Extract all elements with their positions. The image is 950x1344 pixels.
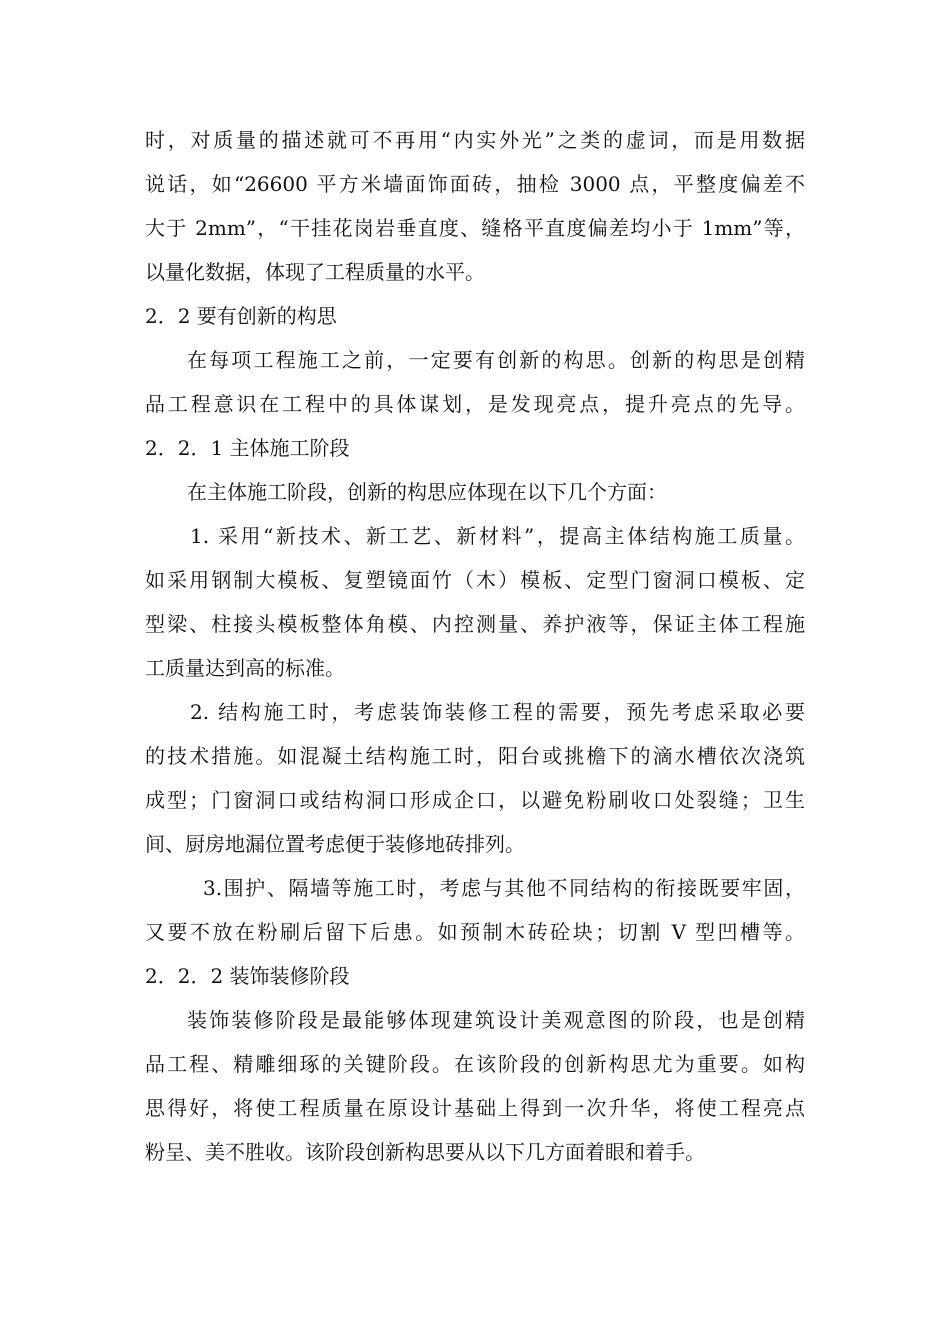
section-heading-2-2-2: 2．2．2 装饰装修阶段	[145, 964, 350, 988]
list-item-2-line-2: 的技术措施。如混凝土结构施工时，阳台或挑檐下的滴水槽依次浇筑	[145, 744, 805, 768]
list-item-3-line-2: 又要不放在粉刷后留下后患。如预制木砖砼块；切割 V 型凹槽等。	[145, 920, 805, 944]
paragraph-line-1: 时，对质量的描述就可不再用“内实外光”之类的虚词，而是用数据	[145, 128, 805, 152]
section-heading-2-2-1: 2．2．1 主体施工阶段	[145, 436, 350, 460]
list-item-1-line-1: 1. 采用“新技术、新工艺、新材料”，提高主体结构施工质量。	[190, 524, 805, 548]
paragraph-line-11: 粉呈、美不胜收。该阶段创新构思要从以下几方面着眼和着手。	[145, 1140, 705, 1164]
paragraph-line-4: 以量化数据，体现了工程质量的水平。	[145, 260, 485, 284]
paragraph-line-7: 在主体施工阶段，创新的构思应体现在以下几个方面：	[187, 480, 667, 504]
list-item-2-line-4: 间、厨房地漏位置考虑便于装修地砖排列。	[145, 832, 525, 856]
list-item-1-line-3: 型梁、柱接头模板整体角模、内控测量、养护液等，保证主体工程施	[145, 612, 805, 636]
paragraph-line-3: 大于 2mm”，“干挂花岗岩垂直度、缝格平直度偏差均小于 1mm”等，	[145, 216, 805, 240]
section-heading-2-2: 2．2 要有创新的构思	[145, 304, 337, 328]
list-item-3-line-1: 3.围护、隔墙等施工时，考虑与其他不同结构的衔接既要牢固，	[203, 876, 805, 900]
paragraph-line-9: 品工程、精雕细琢的关键阶段。在该阶段的创新构思尤为重要。如构	[145, 1052, 805, 1076]
paragraph-line-5: 在每项工程施工之前，一定要有创新的构思。创新的构思是创精	[187, 348, 805, 372]
list-item-1-line-2: 如采用钢制大模板、复塑镜面竹（木）模板、定型门窗洞口模板、定	[145, 568, 805, 592]
paragraph-line-2: 说话，如“26600 平方米墙面饰面砖，抽检 3000 点，平整度偏差不	[145, 172, 805, 196]
list-item-1-line-4: 工质量达到高的标准。	[145, 656, 345, 680]
list-item-2-line-3: 成型；门窗洞口或结构洞口形成企口，以避免粉刷收口处裂缝；卫生	[145, 788, 805, 812]
paragraph-line-10: 思得好，将使工程质量在原设计基础上得到一次升华，将使工程亮点	[145, 1096, 805, 1120]
list-item-2-line-1: 2. 结构施工时，考虑装饰装修工程的需要，预先考虑采取必要	[190, 700, 805, 724]
paragraph-line-6: 品工程意识在工程中的具体谋划，是发现亮点，提升亮点的先导。	[145, 392, 805, 416]
paragraph-line-8: 装饰装修阶段是最能够体现建筑设计美观意图的阶段，也是创精	[187, 1008, 805, 1032]
document-body	[145, 118, 805, 1174]
